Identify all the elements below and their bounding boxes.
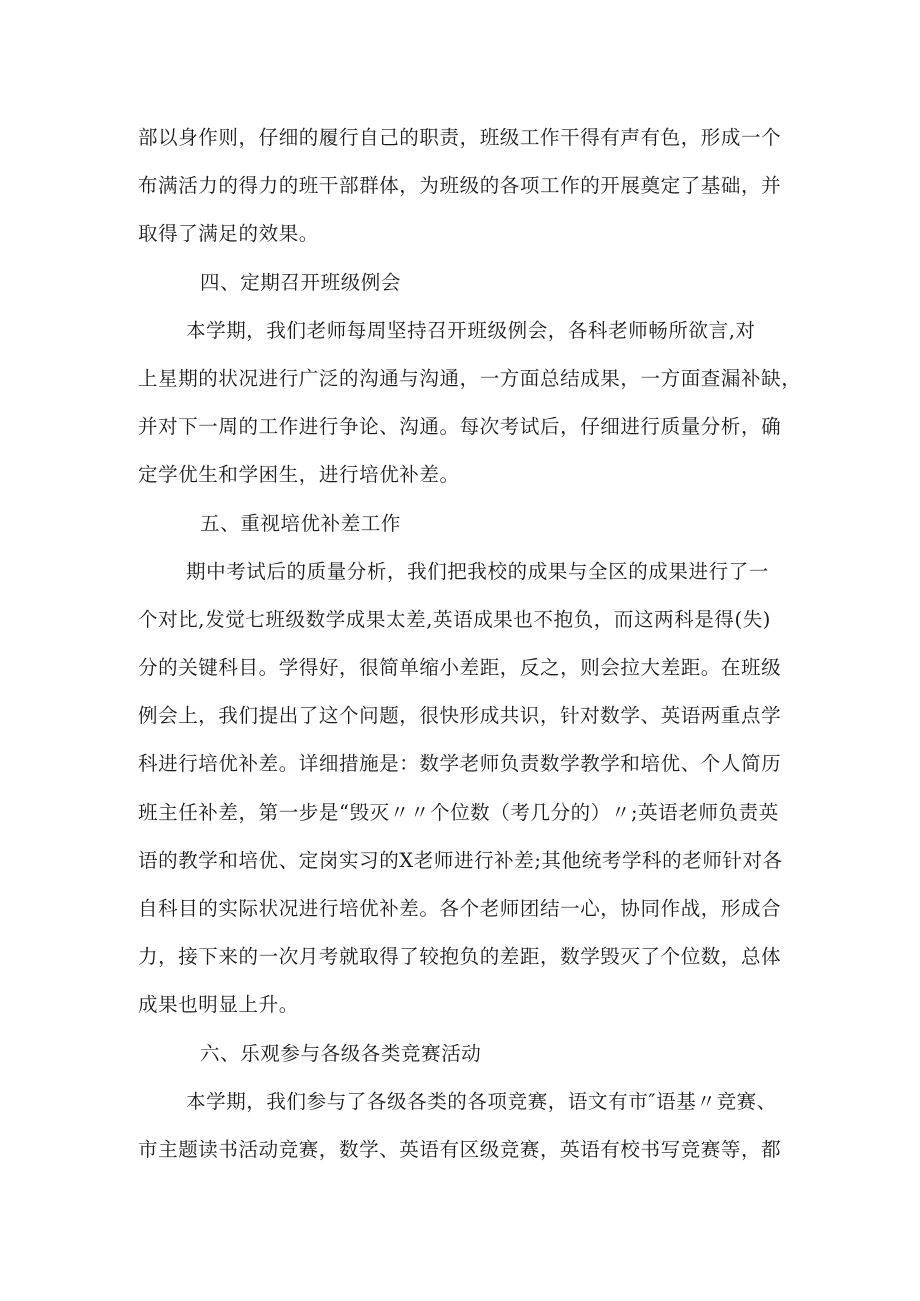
text-line: 语的教学和培优、定岗实习的X老师进行补差;其他统考学科的老师针对各 bbox=[138, 848, 783, 872]
text-line: 本学期，我们参与了各级各类的各项竞赛，语文有市″语基〃竞赛、 bbox=[186, 1089, 777, 1113]
text-line: 市主题读书活动竞赛，数学、英语有区级竞赛，英语有校书写竞赛等，都 bbox=[138, 1137, 782, 1161]
text-line: 本学期，我们老师每周坚持召开班级例会，各科老师畅所欲言,对 bbox=[186, 318, 756, 342]
section-heading: 四、定期召开班级例会 bbox=[200, 270, 402, 294]
document-text bbox=[138, 114, 810, 1174]
text-line: 班主任补差，第一步是“毁灭〃〃个位数（考几分的）〃;英语老师负责英 bbox=[138, 800, 779, 824]
text-line: 部以身作则，仔细的履行自己的职责，班级工作干得有声有色，形成一个 bbox=[138, 126, 782, 149]
text-line: 取得了满足的效果。 bbox=[138, 222, 319, 246]
text-line: 自科目的实际状况进行培优补差。各个老师团结一心，协同作战，形成合 bbox=[138, 897, 782, 920]
section-heading: 五、重视培优补差工作 bbox=[200, 511, 402, 535]
text-line: 分的关键科目。学得好，很简单缩小差距，反之，则会拉大差距。在班级 bbox=[138, 656, 782, 680]
text-line: 并对下一周的工作进行争论、沟通。每次考试后，仔细进行质量分析，确 bbox=[138, 415, 782, 439]
text-line: 上星期的状况进行广泛的沟通与沟通，一方面总结成果，一方面查漏补缺， bbox=[138, 366, 802, 390]
text-line: 定学优生和学困生，进行培优补差。 bbox=[138, 463, 460, 487]
text-line: 期中考试后的质量分析，我们把我校的成果与全区的成果进行了一 bbox=[186, 559, 769, 583]
text-line: 科进行培优补差。详细措施是：数学老师负责数学教学和培优、个人简历 bbox=[138, 752, 782, 776]
text-line: 个对比,发觉七班级数学成果太差,英语成果也不抱负，而这两科是得(失) bbox=[138, 607, 772, 631]
text-line: 布满活力的得力的班干部群体，为班级的各项工作的开展奠定了基础，并 bbox=[138, 174, 782, 198]
section-heading: 六、乐观参与各级各类竞赛活动 bbox=[200, 1041, 482, 1065]
text-line: 成果也明显上升。 bbox=[138, 993, 299, 1017]
text-line: 例会上，我们提出了这个问题，很快形成共识，针对数学、英语两重点学 bbox=[138, 704, 782, 728]
text-line: 力，接下来的一次月考就取得了较抱负的差距，数学毁灭了个位数，总体 bbox=[138, 945, 782, 969]
